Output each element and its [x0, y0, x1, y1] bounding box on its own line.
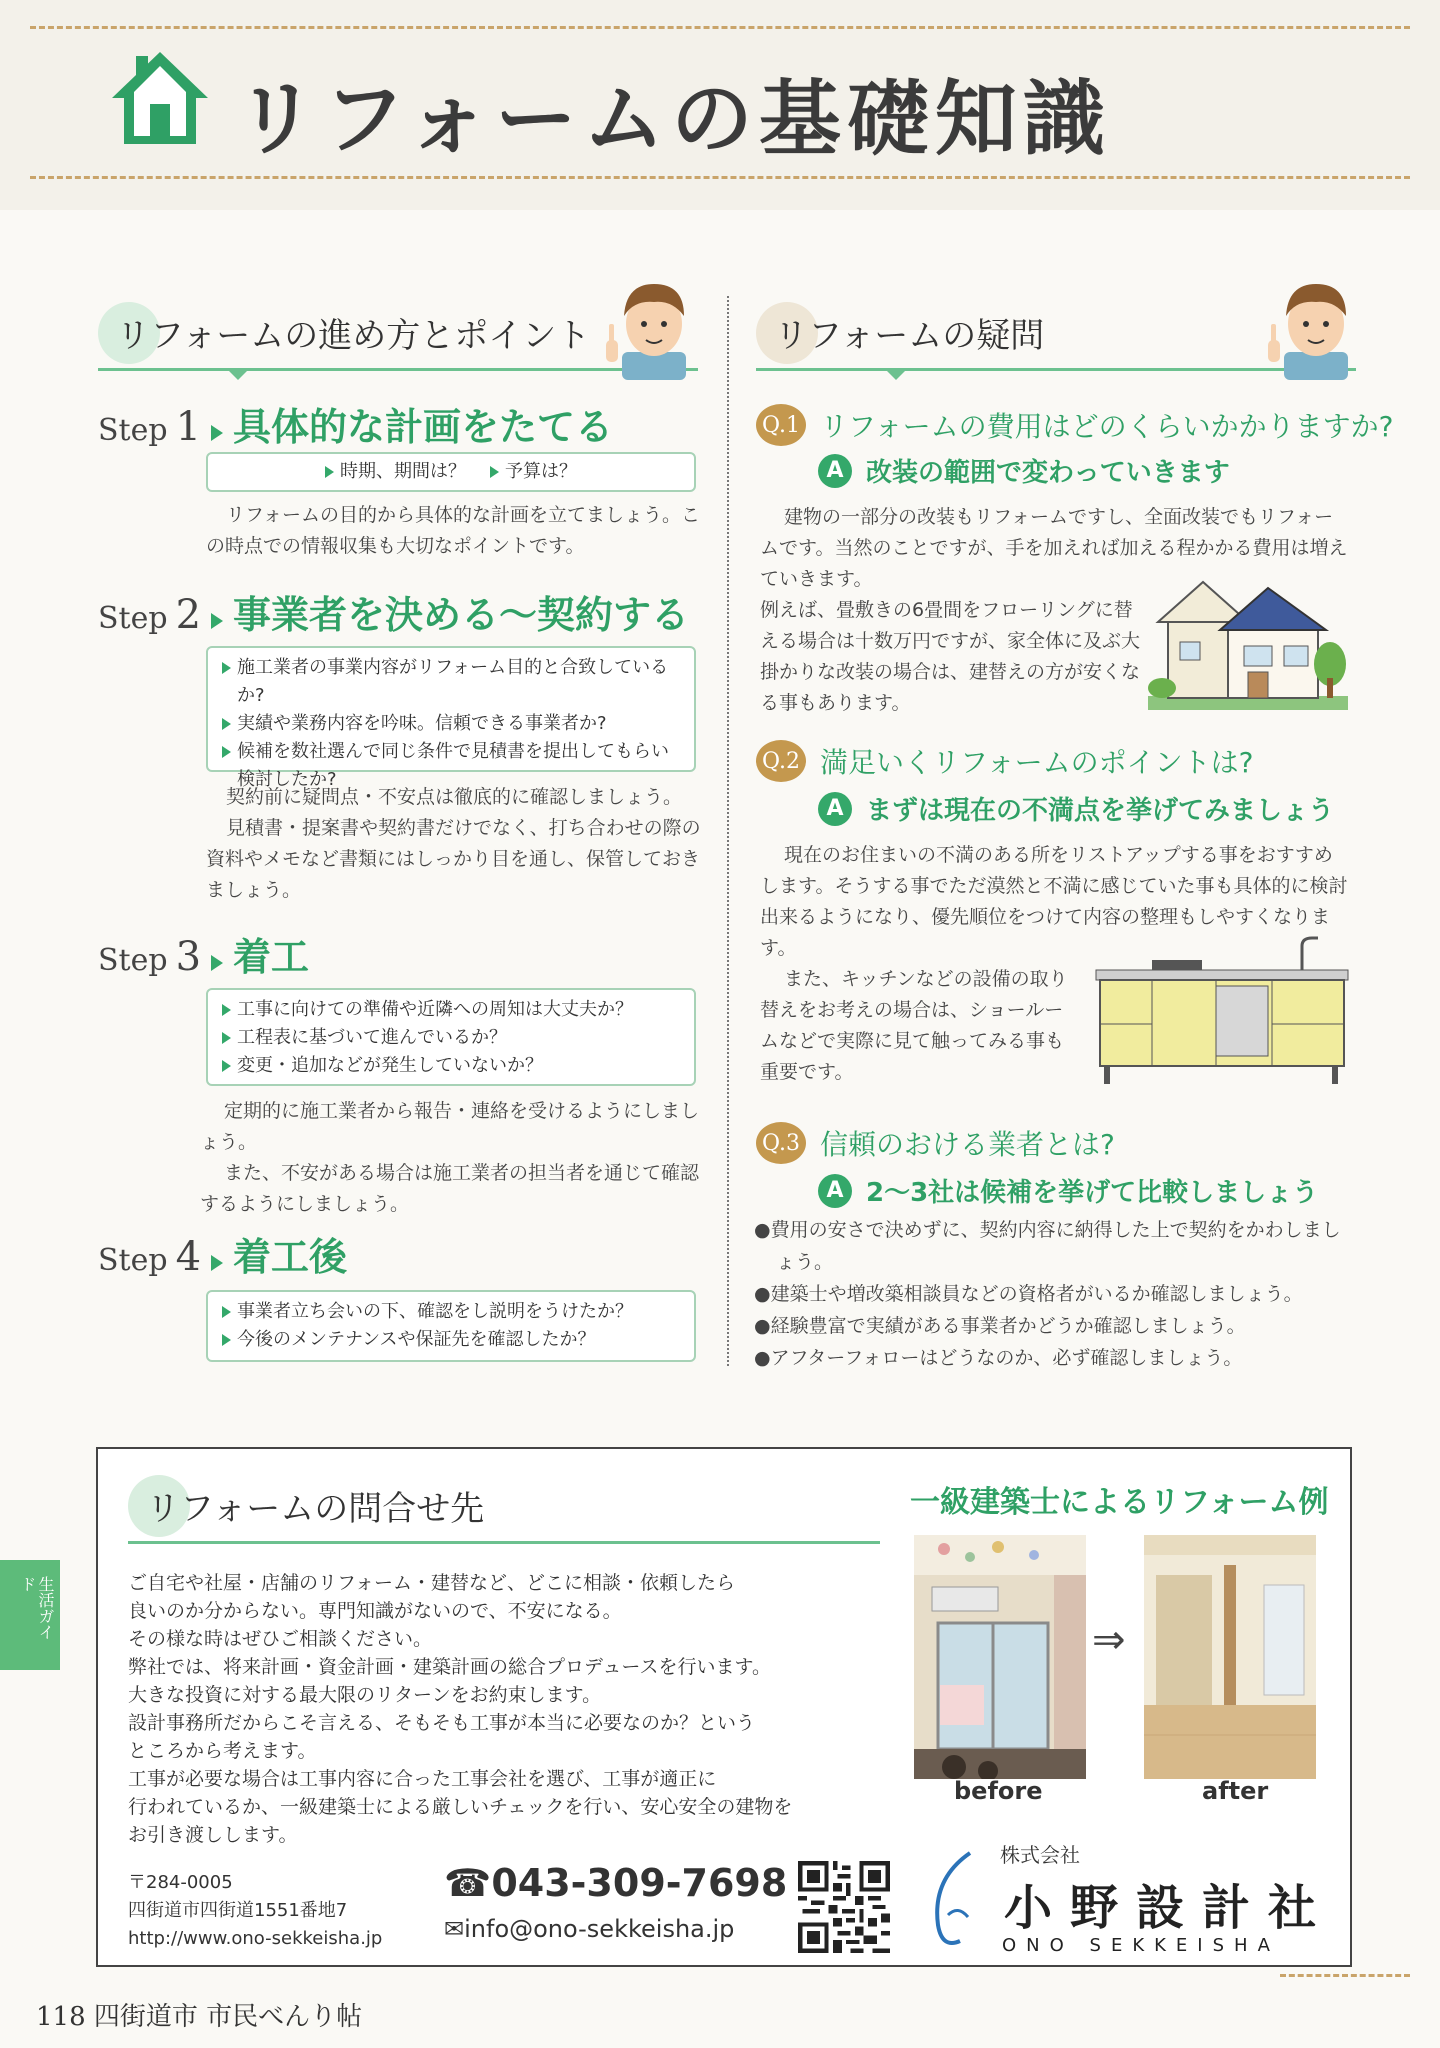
q-badge: Q.1: [756, 404, 806, 446]
step-3-checklist: [206, 988, 696, 1086]
step-2-text-1: 契約前に疑問点・不安点は徹底的に確認しましょう。: [226, 786, 683, 808]
step-4-heading: Step 4 着工後: [98, 1234, 348, 1280]
answer-1: [818, 452, 1230, 489]
contact-description: ご自宅や社屋・店舗のリフォーム・建替など、どこに相談・依頼したら 良いのか分からない。専門知識がないので、不安になる。 その様な時はぜひご相談ください。 弊社では、将来計画・資金計画・建築計画の総合プロデュースを行います。 大きな投資に対する最大限のリターンをお約束します。 設計事務所だからこそ言える、そもそも工事が本当に必要なのか？という ところから考えます。 工事が必要な場合は工事内容に合った工事会社を選び、工事が適正に 行われているか、一級建築士による厳しいチェックを行い、安心安全の建物を お引き渡しします。: [128, 1572, 793, 1846]
step-1-checklist: 時期、期間は？ 予算は？: [206, 452, 696, 492]
step-3-text-2: また、不安がある場合は施工業者の担当者を通じて確認するようにしましょう。: [200, 1162, 700, 1215]
checklist-item: 実績や業務内容を吟味。信頼できる事業者か?: [222, 710, 680, 738]
before-label: before: [954, 1777, 1043, 1805]
qr-code-icon[interactable]: [798, 1861, 890, 1953]
contact-heading: [128, 1469, 880, 1549]
side-tab: 生活ガイド: [0, 1560, 60, 1670]
checklist-item: 工事に向けての準備や近隣への周知は大丈夫か？: [222, 996, 680, 1024]
list-item: ●建築士や増改築相談員などの資格者がいるか確認しましょう。: [754, 1283, 1303, 1305]
man-avatar-icon: [1264, 270, 1364, 380]
answer-3-bullets: [754, 1214, 1354, 1374]
answer-2-text-wrap: また、キッチンなどの設備の取り替えをお考えの場合は、ショールームなどで実際に見て触ってみる事も重要です。: [760, 968, 1068, 1083]
postal-code: 〒284-0005: [128, 1872, 233, 1893]
phone-number[interactable]: ☎043-309-7698: [444, 1861, 788, 1905]
man-avatar-icon: [602, 270, 702, 380]
house-illustration: [1148, 572, 1348, 710]
step-2-heading: Step 2 事業者を決める〜契約する: [98, 592, 690, 638]
arrow-right-icon: ⇒: [1092, 1617, 1126, 1663]
step-3-heading: Step 3 着工: [98, 934, 310, 980]
list-item: ●アフターフォローはどうなのか、必ず確認しましょう。: [754, 1347, 1243, 1369]
header-top-dash: [30, 26, 1410, 29]
a-badge: A: [818, 792, 852, 826]
q-badge: Q.3: [756, 1122, 806, 1164]
question-3: [756, 1122, 1115, 1164]
answer-text: 2〜3社は候補を挙げて比較しましょう: [866, 1178, 1319, 1208]
company-roman-name: ONO SEKKEISHA: [1002, 1935, 1280, 1956]
before-photo: [914, 1535, 1086, 1779]
address: 四街道市四街道1551番地7: [128, 1900, 348, 1921]
q-badge: Q.2: [756, 740, 806, 782]
a-badge: A: [818, 1174, 852, 1208]
after-label: after: [1202, 1777, 1269, 1805]
answer-1-text-full: 建物の一部分の改装もリフォームですし、全面改装でもリフォームです。当然のことですが、手を加えれば加える程かかる費用は増えていきます。: [760, 506, 1348, 590]
house-icon: [108, 48, 212, 148]
answer-text: まずは現在の不満点を挙げてみましょう: [866, 796, 1335, 826]
question-text: 信頼のおける業者とは?: [820, 1128, 1115, 1161]
section-title: リフォームの進め方とポイント: [116, 316, 591, 356]
after-photo: [1144, 1535, 1316, 1779]
section-title: リフォームの問合せ先: [146, 1489, 485, 1529]
list-item: ●経験豊富で実績がある事業者かどうか確認しましょう。: [754, 1315, 1246, 1337]
answer-1-text-wrap: 例えば、畳敷きの6畳間をフローリングに替える場合は十数万円ですが、家全体に及ぶ大掛かりな改装の場合は、建替えの方が安くなる事もあります。: [760, 599, 1141, 714]
company-type: 株式会社: [1000, 1843, 1080, 1867]
email-link[interactable]: ✉info@ono-sekkeisha.jp: [444, 1915, 735, 1943]
footer-dash: [1280, 1974, 1410, 1977]
heading-underline-arrow: [886, 370, 906, 380]
list-item: ●費用の安さで決めずに、契約内容に納得した上で契約をかわしましょう。: [754, 1219, 1341, 1273]
page-title: リフォームの基礎知識: [235, 72, 1111, 167]
checklist-item: 今後のメンテナンスや保証先を確認したか？: [222, 1326, 680, 1354]
step-1-heading: Step 1 具体的な計画をたてる: [98, 404, 614, 450]
example-title: 一級建築士によるリフォーム例: [910, 1485, 1329, 1520]
a-badge: A: [818, 454, 852, 488]
phone-icon: ☎: [444, 1861, 492, 1905]
contact-box: [96, 1447, 1352, 1967]
company-name: 小野設計社: [1004, 1880, 1335, 1936]
website-link[interactable]: http://www.ono-sekkeisha.jp: [128, 1928, 383, 1949]
question-text: 満足いくリフォームのポイントは?: [820, 746, 1254, 779]
step-3-text-1: 定期的に施工業者から報告・連絡を受けるようにしましょう。: [200, 1100, 700, 1153]
column-divider: [727, 296, 729, 1366]
kitchen-illustration: [1092, 936, 1352, 1086]
checklist-item: 工程表に基づいて進んでいるか？: [222, 1024, 680, 1052]
step-1-text: リフォームの目的から具体的な計画を立てましょう。この時点での情報収集も大切なポイントです。: [206, 504, 701, 557]
answer-2: [818, 790, 1334, 827]
answer-3: [818, 1172, 1318, 1209]
step-4-checklist: [206, 1290, 696, 1362]
header-bottom-dash: [30, 176, 1410, 179]
address-block: [128, 1869, 382, 1953]
mail-icon: ✉: [444, 1915, 465, 1943]
checklist-item: 変更・追加などが発生していないか？: [222, 1052, 680, 1080]
checklist-item: 施工業者の事業内容がリフォーム目的と合致しているか?: [222, 654, 680, 710]
question-1: [756, 404, 1393, 446]
step-2-text-2: 見積書・提案書や契約書だけでなく、打ち合わせの際の資料やメモなど書類にはしっかり目を通し、保管しておきましょう。: [206, 817, 701, 901]
question-2: [756, 740, 1253, 782]
heading-underline-arrow: [228, 370, 248, 380]
section-title: リフォームの疑問: [774, 316, 1045, 356]
answer-2-text-full: 現在のお住まいの不満のある所をリストアップする事をおすすめします。そうする事でただ漠然と不満に感じていた事も具体的に検討出来るようになり、優先順位をつけて内容の整理もしやすくなります。: [760, 844, 1348, 959]
heading-underline: [128, 1541, 880, 1544]
step-2-checklist: [206, 646, 696, 790]
answer-text: 改装の範囲で変わっていきます: [866, 458, 1230, 488]
checklist-item: 候補を数社選んで同じ条件で見積書を提出してもらい検討したか?: [222, 738, 680, 794]
company-logo-icon: [918, 1845, 988, 1955]
question-text: リフォームの費用はどのくらいかかりますか?: [820, 410, 1394, 443]
page-footer: 118 四街道市 市民べんり帖: [36, 2002, 363, 2032]
checklist-item: 事業者立ち会いの下、確認をし説明をうけたか？: [222, 1298, 680, 1326]
